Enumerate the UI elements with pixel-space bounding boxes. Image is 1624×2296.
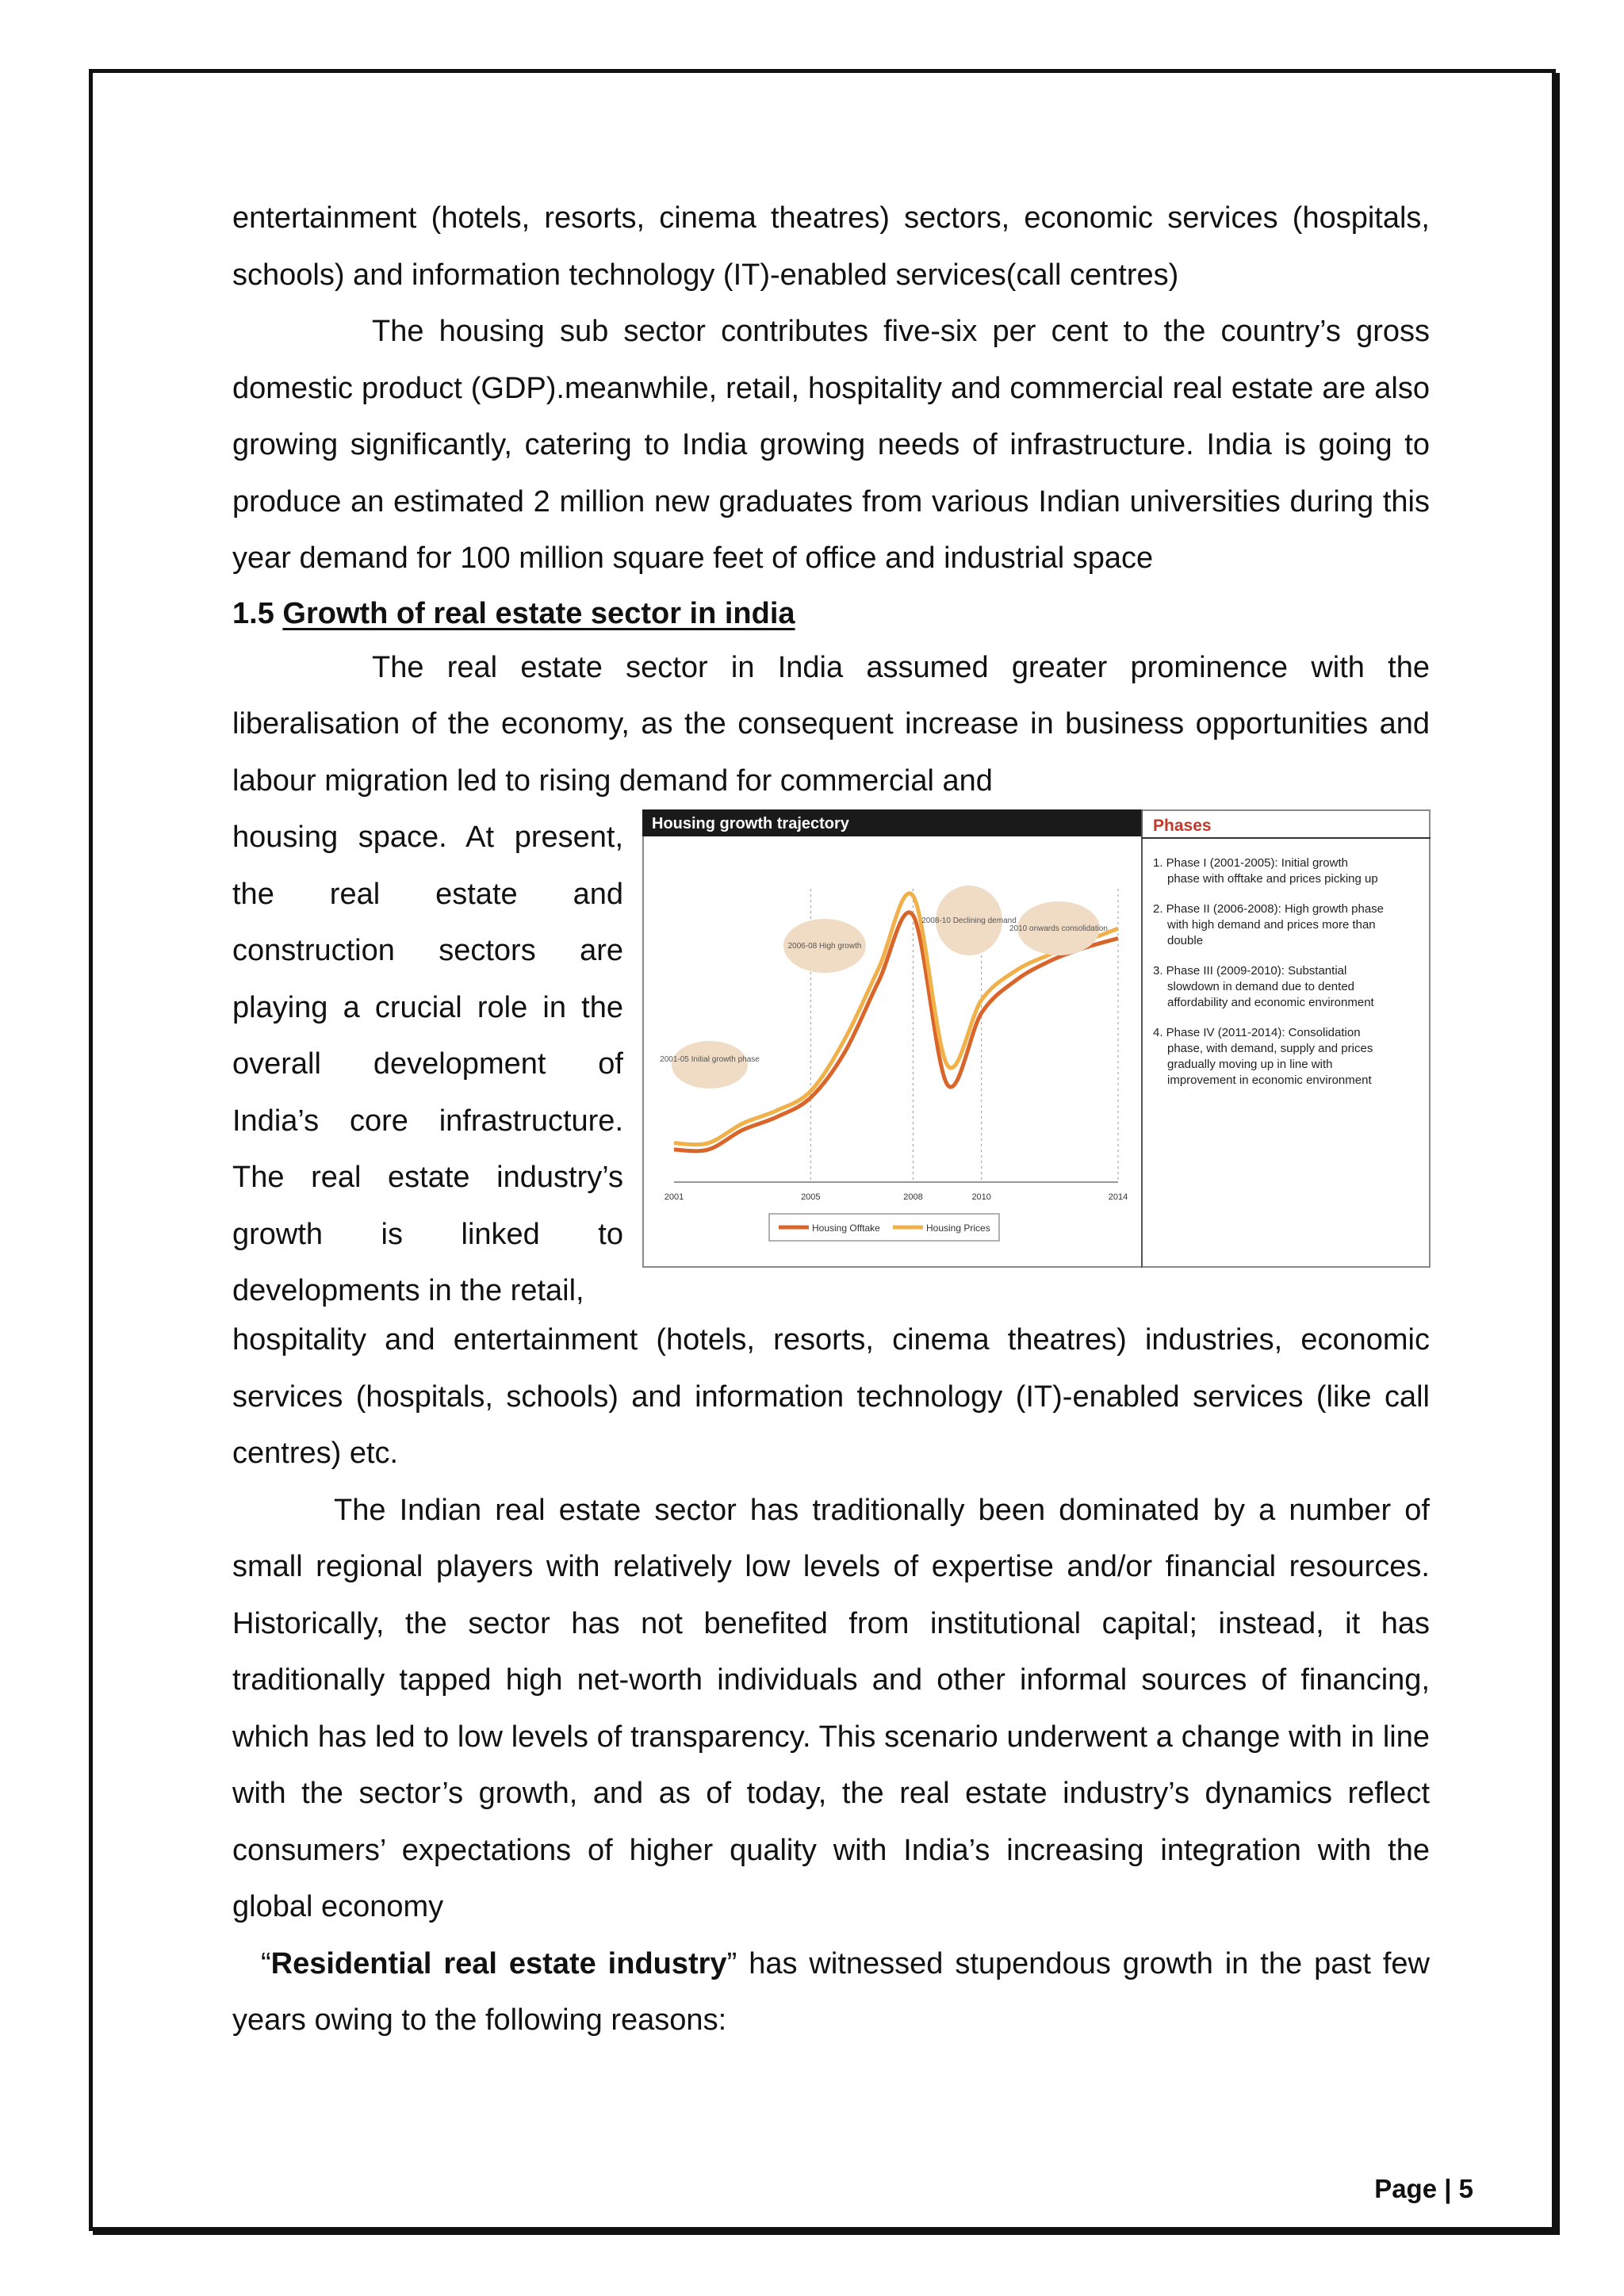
paragraph-3-end: hospitality and entertainment (hotels, resorts, cinema theatres) industries, economic services (hospitals, schools) and information technology (IT)-enabled services (like call centres) etc.	[232, 1323, 1430, 1470]
legend-prices-label: Housing Prices	[926, 1223, 990, 1234]
page-number: Page | 5	[1374, 2174, 1473, 2203]
paragraph-5-rest: ” has witnessed stupendous growth in the past few years owing to the following reasons:	[232, 1946, 1430, 2037]
wrap-block	[232, 809, 1430, 1312]
bubble-1	[672, 1041, 748, 1089]
x-tick-label-3: 2008	[903, 1192, 923, 1202]
bubble-2-label: 2006-08 High growth	[787, 942, 862, 951]
x-tick-label-1: 2001	[664, 1192, 684, 1202]
legend-offtake-label: Housing Offtake	[812, 1223, 880, 1234]
phase-item-3: 3. Phase III (2009-2010): Substantial slowdown in demand due to dented affordability and economic environment	[1153, 964, 1374, 1009]
section-heading	[232, 587, 1430, 640]
phase-item-2: 2. Phase II (2006-2008): High growth phase with high demand and prices more than double	[1153, 902, 1385, 947]
paragraph-3: The real estate sector in India assumed greater prominence with the liberalisation of the economy, as the consequent increase in business opportunities and labour migration led to rising demand for commercial and	[232, 650, 1430, 798]
paragraph-3-wrap: housing space. At present, the real estate and construction sectors are playing a crucial role in the overall development of India’s core infrastructure. The real estate industry’s growth is linked to developments in the retail,	[232, 821, 623, 1307]
x-tick-label-5: 2014	[1108, 1192, 1128, 1202]
document-body	[232, 190, 1430, 2049]
figure-title: Housing growth trajectory	[652, 815, 849, 832]
phases-title: Phases	[1153, 817, 1212, 835]
paragraph-5	[232, 1936, 1430, 2049]
paragraph-5-bold: Residential real estate industry	[270, 1946, 727, 1980]
paragraph-4: The Indian real estate sector has traditionally been dominated by a number of small regional players with relatively low levels of expertise and/or financial resources. Historically, the sector has not benefited from institutional capital; instead, it has traditionally tapped high net-worth individuals and other informal sources of financing, which has led to low levels of transparency. This scenario underwent a change with in line with the sector’s growth, and as of today, the real estate industry’s dynamics reflect consumers’ expectations of higher quality with India’s increasing integration with the global economy	[232, 1493, 1430, 1923]
bubble-3-label: 2008-10 Declining demand	[921, 916, 1017, 925]
chart-legend	[769, 1214, 999, 1241]
bubble-1-label: 2001-05 Initial growth phase	[660, 1055, 760, 1064]
paragraph-2: The housing sub sector contributes five-six per cent to the country’s gross domestic product (GDP).meanwhile, retail, hospitality and commercial real estate are also growing significantly, catering to India growing needs of infrastructure. India is going to produce an estimated 2 million new graduates from various Indian universities during this year demand for 100 million square feet of office and industrial space	[232, 315, 1430, 575]
section-title: Growth of real estate sector in india	[282, 596, 795, 630]
section-number: 1.5	[232, 596, 274, 630]
bubble-4-label: 2010 onwards consolidation	[1009, 924, 1108, 933]
phase-item-1: 1. Phase I (2001-2005): Initial growth phase with offtake and prices picking up	[1153, 856, 1378, 886]
paragraph-1: entertainment (hotels, resorts, cinema theatres) sectors, economic services (hospitals, schools) and information technology (IT)-enabled services(call centres)	[232, 201, 1430, 292]
phase-item-4: 4. Phase IV (2011-2014): Consolidation phase, with demand, supply and prices gradually moving up in line with improvement in economic environment	[1153, 1026, 1373, 1087]
quote-open: “	[261, 1946, 271, 1980]
housing-growth-figure	[642, 809, 1431, 1268]
x-tick-label-4: 2010	[971, 1192, 991, 1202]
x-tick-label-2: 2005	[801, 1192, 821, 1202]
